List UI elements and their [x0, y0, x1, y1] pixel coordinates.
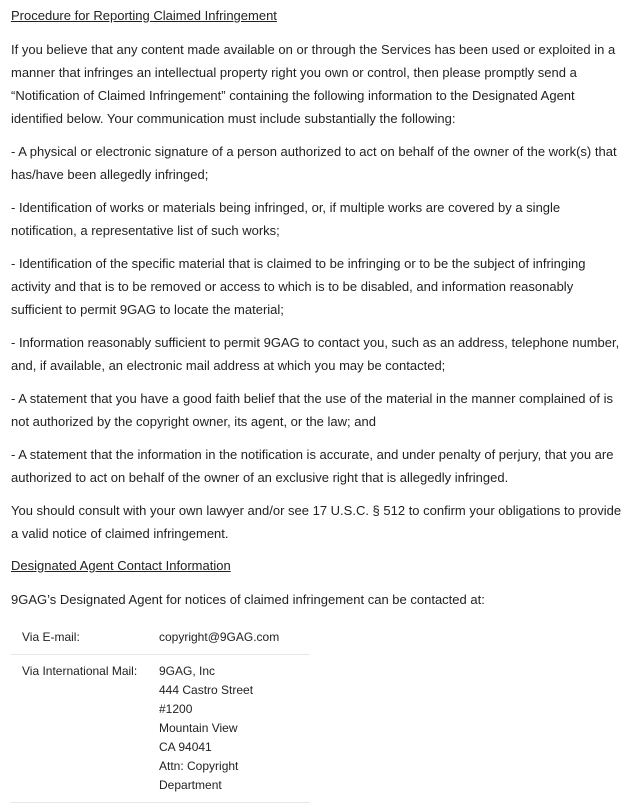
- consult-lawyer-paragraph: You should consult with your own lawyer and/or see 17 U.S.C. § 512 to confirm your obligations to provide a valid notice of claimed infringement.: [11, 503, 622, 541]
- mail-row: [11, 655, 310, 803]
- requirement-material-identification: - Identification of the specific material that is claimed to be infringing or to be the subject of infringing activity and that is to be removed or access to which is to be disabled, and information reasonably sufficient to permit 9GAG to locate the material;: [11, 256, 586, 317]
- agent-contact-table: [11, 621, 310, 803]
- email-row: [11, 621, 310, 655]
- requirement-contact-info: - Information reasonably sufficient to permit 9GAG to contact you, such as an address, telephone number, and, if available, an electronic mail address at which you may be contacted;: [11, 335, 620, 373]
- agent-intro-paragraph: 9GAG’s Designated Agent for notices of claimed infringement can be contacted at:: [11, 592, 485, 607]
- requirement-signature: - A physical or electronic signature of a person authorized to act on behalf of the owner of the work(s) that has/have been allegedly infringed;: [11, 144, 617, 182]
- procedure-heading: Procedure for Reporting Claimed Infringement: [11, 8, 277, 23]
- email-value[interactable]: copyright@9GAG.com: [148, 621, 310, 655]
- address-suite: #1200: [159, 702, 193, 716]
- address-city: Mountain View: [159, 721, 238, 735]
- address-state-zip: CA 94041: [159, 740, 212, 754]
- email-label: Via E-mail:: [11, 621, 148, 655]
- requirement-works-identification: - Identification of works or materials being infringed, or, if multiple works are covered by a single notification, a representative list of such works;: [11, 200, 561, 238]
- intro-paragraph: If you believe that any content made available on or through the Services has been used or exploited in a manner that infringes an intellectual property right you own or control, then please promptly send a “Notification of Claimed Infringement” containing the following information to the Designated Agent identified below. Your communication must include substantially the following:: [11, 42, 616, 126]
- address-street: 444 Castro Street: [159, 683, 254, 697]
- mail-address: [148, 655, 310, 803]
- requirement-accuracy-statement: - A statement that the information in the notification is accurate, and under penalty of perjury, that you are authorized to act on behalf of the owner of an exclusive right that is allegedly infringed.: [11, 447, 614, 485]
- agent-contact-heading: Designated Agent Contact Information: [11, 558, 231, 573]
- requirement-good-faith-statement: - A statement that you have a good faith belief that the use of the material in the manner complained of is not authorized by the copyright owner, its agent, or the law; and: [11, 391, 613, 429]
- address-attention: Attn: Copyright Department: [159, 759, 239, 792]
- address-company: 9GAG, Inc: [159, 664, 216, 678]
- mail-label: Via International Mail:: [11, 655, 148, 803]
